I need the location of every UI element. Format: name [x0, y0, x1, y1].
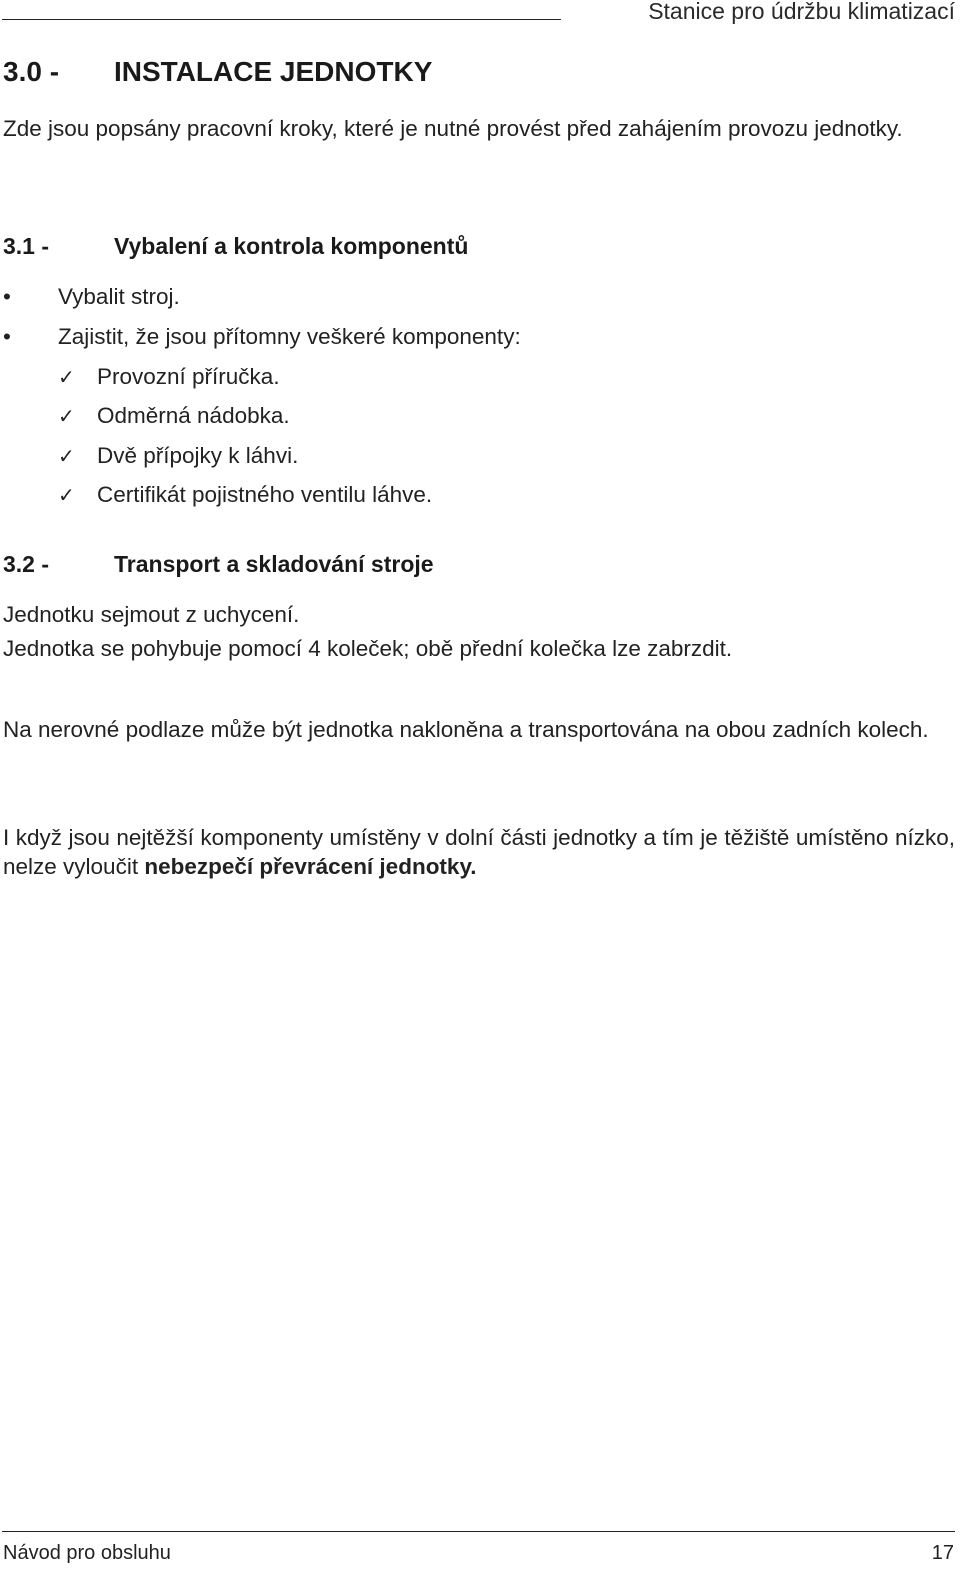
footer-title: Návod pro obsluhu — [3, 1542, 171, 1564]
checklist-text: Provozní příručka. — [97, 364, 280, 389]
subsection-heading-3-2 — [3, 551, 434, 578]
page-number: 17 — [931, 1542, 954, 1564]
intro-paragraph: Zde jsou popsány pracovní kroky, které je nutné provést před zahájením provozu jednotky. — [3, 116, 903, 141]
header-rule — [2, 19, 561, 20]
checklist-item — [58, 443, 298, 469]
bullet-item — [3, 284, 180, 310]
checklist-item — [58, 403, 290, 429]
section-title: INSTALACE JEDNOTKY — [114, 56, 433, 87]
subsection-title: Vybalení a kontrola komponentů — [114, 233, 469, 259]
paragraph-text: I když jsou nejtěžší komponenty umístěny v dolní části jednotky a tím je těžiště umístěno nízko, nelze vyloučit — [3, 825, 955, 879]
footer-rule — [2, 1531, 955, 1532]
warning-paragraph — [3, 823, 955, 881]
text-line: Jednotku sejmout z uchycení. — [3, 602, 300, 627]
section-heading — [3, 56, 432, 88]
text-line: Jednotka se pohybuje pomocí 4 koleček; obě přední kolečka lze zabrzdit. — [3, 636, 733, 661]
section-number: 3.0 - — [3, 56, 60, 87]
subsection-title: Transport a skladování stroje — [114, 551, 434, 577]
running-title: Stanice pro údržbu klimatizací — [648, 0, 955, 24]
checkmark-icon: ✓ — [58, 485, 75, 507]
paragraph: Na nerovné podlaze může být jednotka nakloněna a transportována na obou zadních kolech. — [3, 717, 929, 742]
bullet-item — [3, 324, 521, 350]
subsection-number: 3.2 - — [3, 551, 50, 577]
subsection-number: 3.1 - — [3, 233, 50, 259]
checkmark-icon: ✓ — [58, 446, 75, 468]
checklist-text: Dvě přípojky k láhvi. — [97, 443, 299, 468]
bullet-icon: • — [3, 324, 11, 349]
subsection-heading-3-1 — [3, 233, 468, 260]
bullet-icon: • — [3, 284, 11, 309]
checklist-text: Certifikát pojistného ventilu láhve. — [97, 482, 433, 507]
warning-emphasis: nebezpečí převrácení jednotky. — [144, 854, 477, 879]
checkmark-icon: ✓ — [58, 406, 75, 428]
bullet-text: Zajistit, že jsou přítomny veškeré komponenty: — [58, 324, 521, 349]
checklist-item — [58, 482, 432, 508]
checkmark-icon: ✓ — [58, 367, 75, 389]
checklist-item — [58, 364, 280, 390]
checklist-text: Odměrná nádobka. — [97, 403, 290, 428]
bullet-text: Vybalit stroj. — [58, 284, 180, 309]
